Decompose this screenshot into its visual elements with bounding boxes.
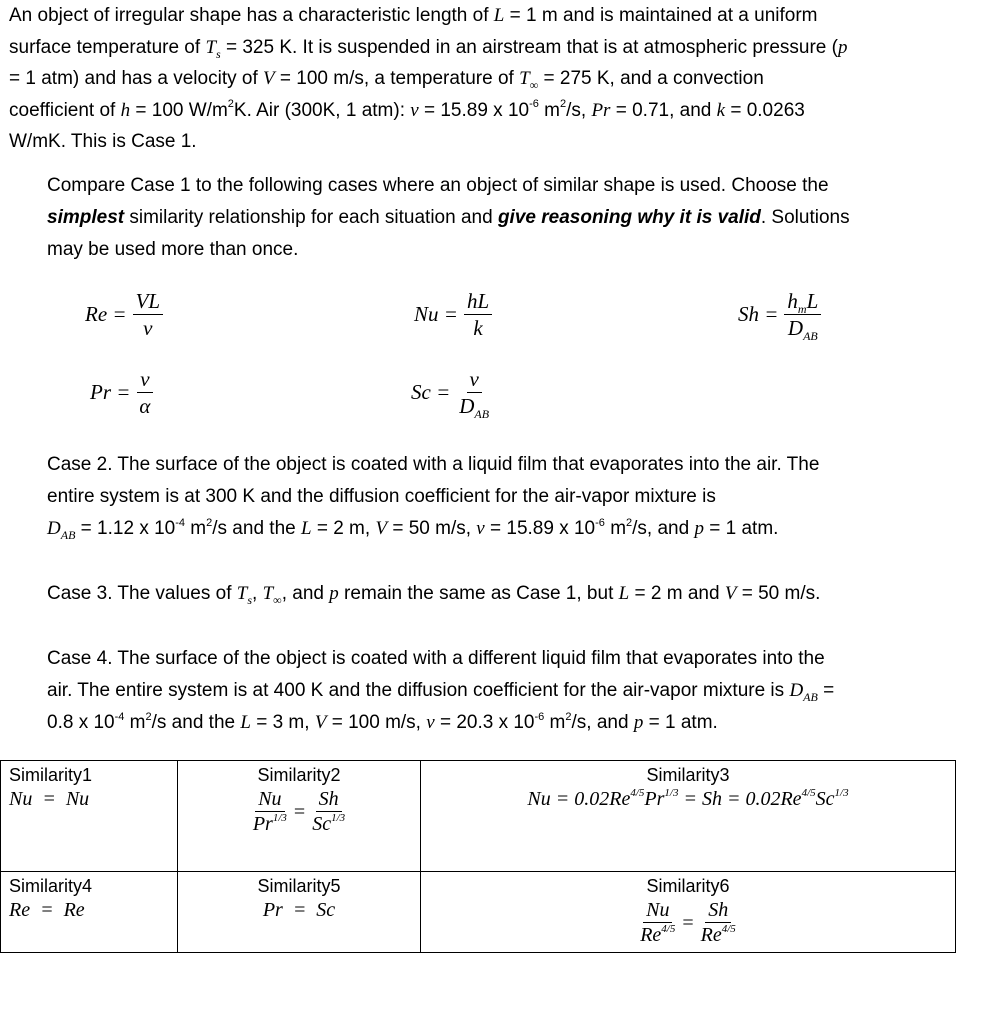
intro-line-1: An object of irregular shape has a characteristic length of L = 1 m and is maintained at a uniform <box>9 5 818 26</box>
similarity-3-cell <box>421 761 956 872</box>
similarity-3-equation: $Nu = 0.02Re^{4/5}Pr^{1/3} = Sh = 0.02Re^{4/5}Sc^{1/3}$ <box>527 787 849 810</box>
case-4-paragraph <box>47 643 982 739</box>
similarity-5-cell <box>178 872 421 953</box>
nusselt-definition: Nu = $\frac{hL}{k}$ <box>414 288 492 341</box>
intro-line-4: coefficient of h = 100 $W/m^2K$. Air (300K, 1 atm): ν = 15.89 x $10^{-6}$ $m^2/s$, Pr = 0.71, and k = 0.0263 <box>9 98 805 121</box>
compare-line-2: simplest similarity relationship for each situation and give reasoning why it is valid. Solutions <box>47 207 850 228</box>
similarity-2-title: Similarity2 <box>257 765 341 785</box>
case-3-line: Case 3. The values of $T_s$, $T_\infty$, and p remain the same as Case 1, but L = 2 m and V = 50 m/s. <box>47 583 821 607</box>
similarity-1-equation: Nu = Nu <box>9 788 90 810</box>
similarity-4-equation: Re = Re <box>9 899 85 921</box>
schmidt-definition: Sc = $\frac{\nu}{D_{AB}}$ <box>411 367 490 422</box>
similarity-6-equation: $\frac{Nu}{Re^{4/5}}$ = $\frac{Sh}{Re^{4/5}}$ <box>640 899 736 946</box>
similarity-4-cell <box>1 872 178 953</box>
reynolds-definition: Re = $\frac{VL}{\nu}$ <box>85 288 163 341</box>
similarity-5-equation: Pr = Sc <box>262 899 336 921</box>
similarity-2-cell <box>178 761 421 872</box>
case-4-line-3: 0.8 x $10^{-4}$ $m^2/s$ and the L = 3 m, V = 100 m/s, ν = 20.3 x $10^{-6}$ $m^2/s$, and p = 1 atm. <box>47 710 718 733</box>
similarity-6-cell <box>421 872 956 953</box>
prandtl-definition: Pr = $\frac{\nu}{\alpha}$ <box>90 366 153 419</box>
intro-line-5: W/mK. This is Case 1. <box>9 131 197 152</box>
case-2-line-2: entire system is at 300 K and the diffusion coefficient for the air-vapor mixture is <box>47 486 716 507</box>
similarity-table <box>0 760 956 953</box>
sherwood-definition: Sh = $\frac{h_mL}{D_{AB}}$ <box>738 288 821 341</box>
case-2-paragraph <box>47 449 977 545</box>
compare-line-1: Compare Case 1 to the following cases where an object of similar shape is used. Choose the <box>47 175 829 196</box>
intro-line-2: surface temperature of $T_s = 325$ K. It is suspended in an airstream that is at atmospheric pressure (p <box>9 36 848 61</box>
case-2-line-3: $D_{AB} = 1.12$ x $10^{-4}$ $m^2/s$ and the L = 2 m, V = 50 m/s, ν = 15.89 x $10^{-6}$ $m^2/s$, and p = 1 atm. <box>47 516 779 542</box>
similarity-1-cell <box>1 761 178 872</box>
similarity-row-2 <box>1 872 956 953</box>
similarity-row-1 <box>1 761 956 872</box>
intro-paragraph <box>9 0 979 158</box>
case-4-line-2: air. The entire system is at 400 K and the diffusion coefficient for the air-vapor mixture is $D_{AB}$ = <box>47 680 835 704</box>
similarity-2-equation: $\frac{Nu}{Pr^{1/3}}$ = $\frac{Sh}{Sc^{1/3}}$ <box>252 788 346 835</box>
case-2-line-1: Case 2. The surface of the object is coated with a liquid film that evaporates into the air. The <box>47 454 820 475</box>
similarity-1-title: Similarity1 <box>9 765 93 785</box>
compare-line-3: may be used more than once. <box>47 239 299 260</box>
intro-line-3: = 1 atm) and has a velocity of V = 100 m/s, a temperature of $T_\infty = 275$ K, and a convection <box>9 68 764 92</box>
similarity-3-title: Similarity3 <box>646 765 730 785</box>
case-4-line-1: Case 4. The surface of the object is coated with a different liquid film that evaporates into the <box>47 648 825 669</box>
case-3-paragraph <box>47 578 977 610</box>
compare-paragraph <box>47 170 977 266</box>
similarity-5-title: Similarity5 <box>257 876 341 896</box>
similarity-6-title: Similarity6 <box>646 876 730 896</box>
similarity-4-title: Similarity4 <box>9 876 93 896</box>
